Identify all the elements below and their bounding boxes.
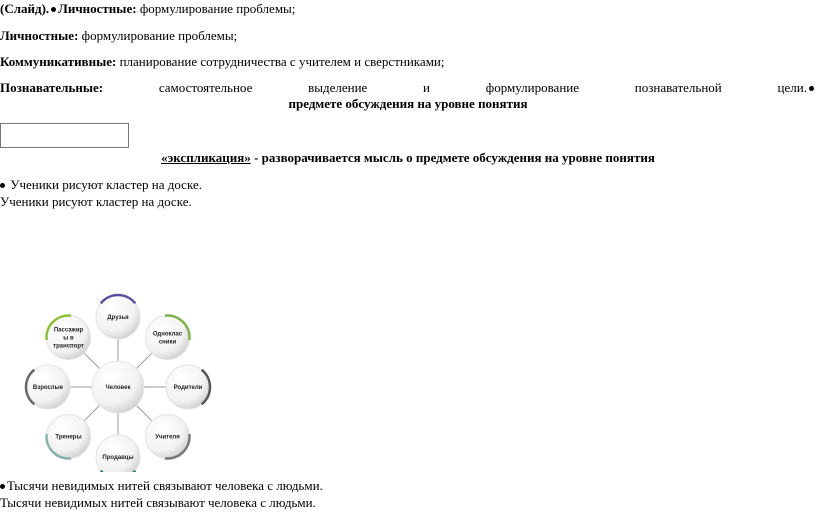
students-text: Ученики рисуют кластер на доске. [7,177,202,192]
communicative-text: планирование сотрудничества с учителем и сверстниками; [116,54,445,69]
threads-text: Тысячи невидимых нитей связывают человека с людьми. [7,478,323,493]
slide-label: (Слайд). [0,1,50,16]
line-communicative [0,54,444,70]
line-cognitive [0,80,816,96]
cluster-node [26,365,70,409]
explication-term: «экспликация» [161,150,251,165]
cognitive-label: Познавательные: [0,80,104,95]
bullet-icon [0,183,5,188]
cluster-connector [84,405,100,421]
communicative-label: Коммуникативные: [0,54,117,69]
cluster-diagram [20,292,220,472]
cognitive-word: самостоятельное [158,80,253,95]
bullet-icon [0,484,5,489]
line-students-bullet [0,177,202,193]
bullet-icon [809,86,814,91]
line-personal [0,28,237,44]
bullet-icon [51,7,56,12]
personal-label: Личностные: [58,1,137,16]
cluster-node-label: Родители [173,385,203,391]
cognitive-word: познавательной [634,80,722,95]
cluster-node-label: Друзья [107,315,129,321]
cluster-node [47,316,91,360]
cognitive-word: и [423,80,431,95]
cluster-node-label: Учителя [155,434,180,441]
cluster-node-label: Тренеры [55,434,82,441]
cluster-node-label: Пассажир [53,327,84,334]
cluster-node [166,365,210,409]
explication-line [0,150,816,166]
line-students: Ученики рисуют кластер на доске. [0,194,192,209]
cognitive-word: формулирование [485,80,580,95]
line-slide-personal [0,1,295,17]
cognitive-word: цели. [777,80,807,95]
cluster-node-label: ы в [63,335,74,342]
cluster-node [96,435,140,472]
personal-text: формулирование проблемы; [136,1,296,16]
cluster-connector [84,353,100,369]
cluster-node-label: Взрослые [32,385,64,391]
cluster-node [47,414,91,458]
cluster-node-label: сники [158,339,177,346]
explication-text: - разворачивается мысль о предмете обсуждения на уровне понятия [250,150,655,165]
cluster-node-label: Одноклас [152,331,183,338]
cluster-connector [136,353,152,369]
personal-label: Личностные: [0,28,79,43]
line-threads: Тысячи невидимых нитей связывают человека с людьми. [0,495,316,510]
cluster-center-label: Человек [105,385,131,391]
cognitive-word: выделение [308,80,368,95]
subject-line: предмете обсуждения на уровне понятия [288,96,528,111]
cluster-node-label: Продавцы [102,455,134,461]
cluster-node [145,414,189,458]
cluster-node [145,316,189,360]
personal-text: формулирование проблемы; [78,28,238,43]
line-threads-bullet [0,478,323,494]
cluster-node-circle [96,435,140,472]
text-box [0,123,129,148]
cluster-node-label: транспорт [53,343,84,350]
cluster-node [96,295,140,339]
cluster-connector [136,405,152,421]
